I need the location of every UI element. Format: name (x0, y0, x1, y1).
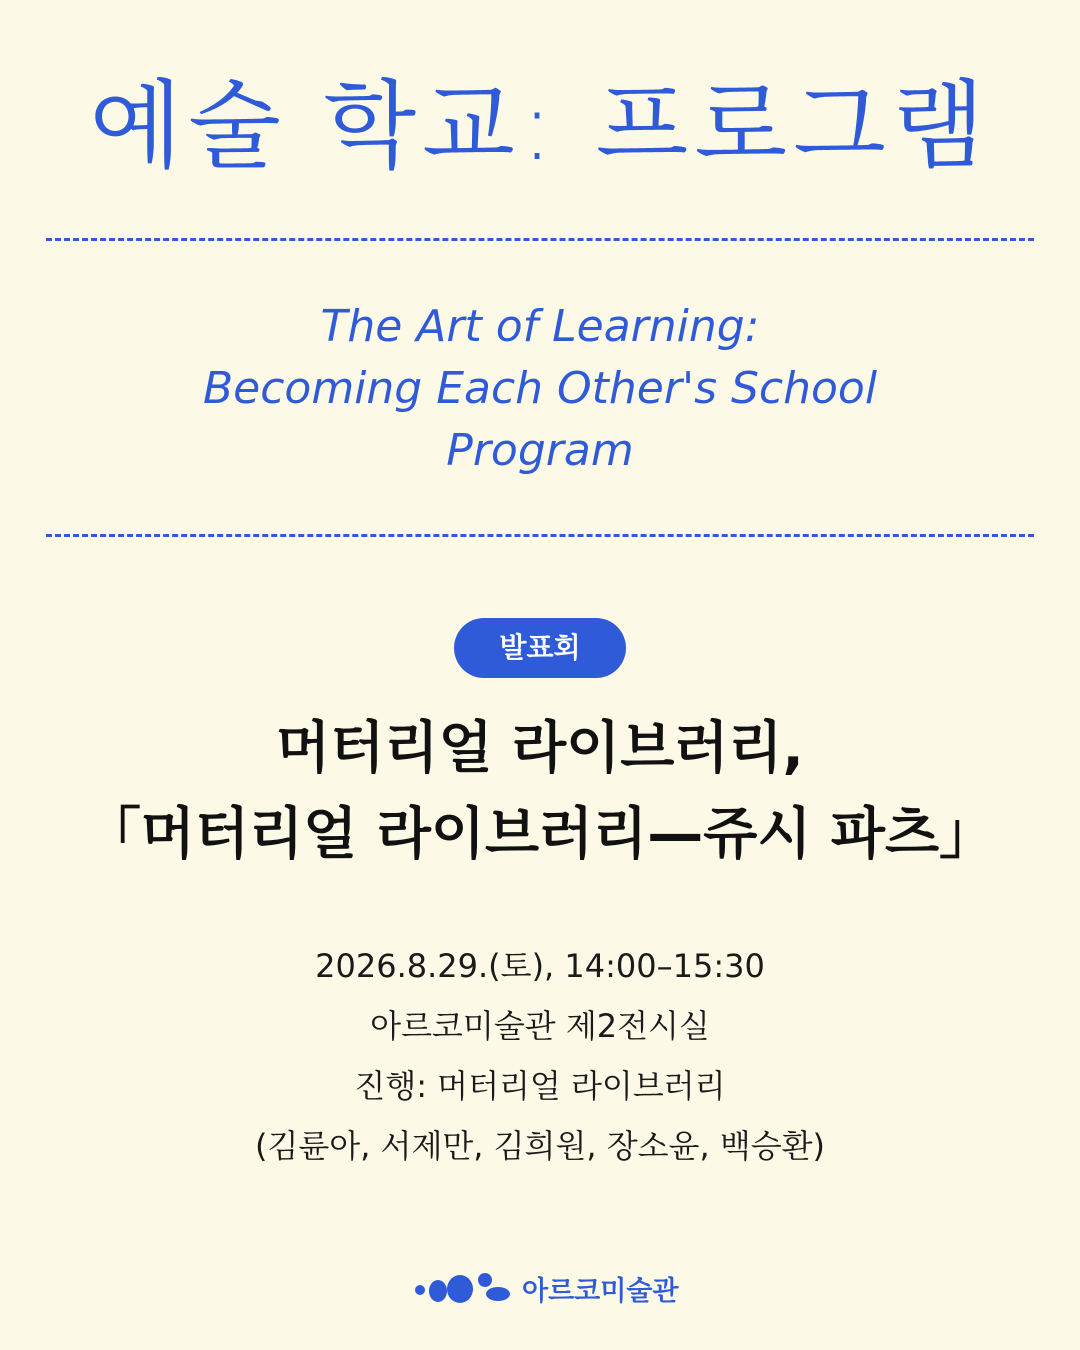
headline-line-1: 머터리얼 라이브러리, (276, 716, 804, 781)
event-host: 진행: 머터리얼 라이브러리 (354, 1067, 726, 1105)
event-type-badge: 발표회 (454, 618, 626, 678)
dashed-divider-top (46, 238, 1034, 241)
title-en-line-3: Program (446, 425, 634, 476)
event-members: (김륜아, 서제만, 김희원, 장소윤, 백승환) (254, 1127, 826, 1165)
event-datetime: 2026.8.29.(토), 14:00–15:30 (315, 947, 765, 985)
page-title-english (0, 296, 1080, 482)
title-en-line-2: Becoming Each Other's School (202, 363, 878, 414)
arko-logo (414, 1266, 679, 1310)
event-venue: 아르코미술관 제2전시실 (370, 1007, 710, 1045)
event-info (0, 936, 1080, 1176)
headline-line-2: 「머터리얼 라이브러리—쥬시 파츠」 (84, 802, 996, 867)
title-en-line-1: The Art of Learning: (320, 301, 760, 352)
arko-dots-logo-icon (414, 1270, 514, 1306)
event-headline (0, 706, 1080, 878)
dashed-divider-bottom (46, 534, 1034, 537)
page-title-korean: 예술 학교: 프로그램 (89, 70, 991, 182)
arko-logo-text: 아르코미술관 (522, 1275, 679, 1307)
